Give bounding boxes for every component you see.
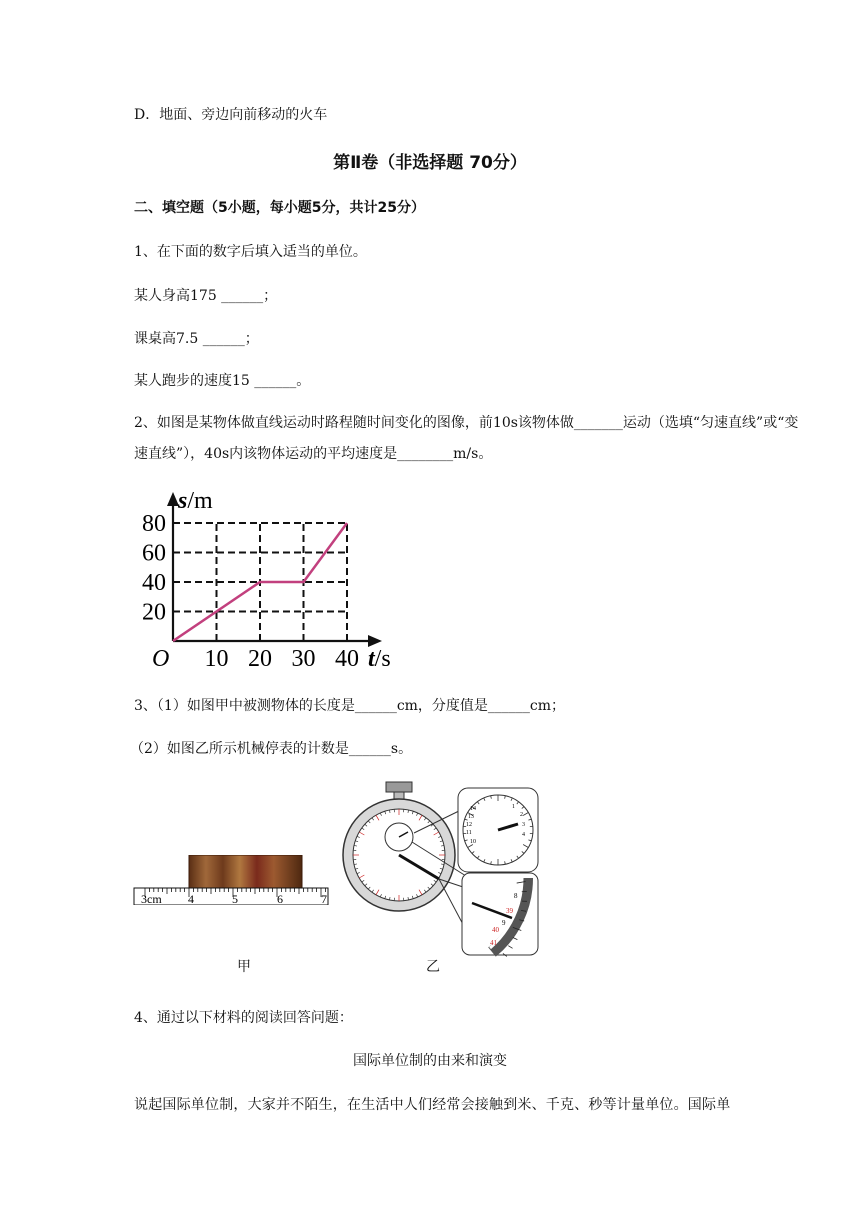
scale-label-8: 8 (514, 892, 518, 900)
q1-stem: 1、在下面的数字后填入适当的单位。 (134, 244, 367, 260)
x-axis-unit: /s (374, 646, 391, 672)
ruler-label-3: 3cm (141, 892, 162, 905)
zoom-dial-label-4: 4 (522, 832, 525, 838)
q3-part2: （2）如图乙所示机械停表的计数是______s。 (130, 741, 413, 757)
caption-yi: 乙 (426, 959, 440, 975)
zoom-dial-label-13: 13 (468, 814, 474, 820)
q4-stem: 4、通过以下材料的阅读回答问题： (134, 1010, 353, 1026)
measured-block (189, 855, 302, 888)
ruler-figure (132, 855, 332, 905)
q1-item-a: 某人身高175 ______； (134, 288, 278, 304)
ruler-label-5: 5 (232, 892, 238, 905)
x-tick-label: 20 (248, 646, 272, 672)
y-axis-unit: /m (187, 488, 213, 514)
zoom-dial-label-2: 2 (520, 812, 523, 818)
origin-label: O (152, 646, 170, 672)
zoom-dial-label-1: 1 (512, 804, 515, 810)
y-tick-label: 20 (142, 599, 166, 626)
zoom-dial-label-14: 14 (470, 806, 476, 812)
q1-item-c: 某人跑步的速度15 ______。 (134, 373, 311, 389)
y-axis-label (177, 488, 213, 514)
ruler-label-7: 7 (321, 892, 327, 905)
s-t-chart (132, 482, 412, 682)
ruler-label-4: 4 (188, 892, 194, 905)
y-axis-var: s (178, 488, 188, 514)
scale-label-39: 39 (506, 907, 513, 915)
article-title: 国际单位制的由来和演变 (353, 1053, 507, 1069)
y-tick-label: 80 (142, 511, 166, 537)
x-tick-label: 10 (204, 646, 229, 672)
zoom-dial-label-3: 3 (522, 822, 525, 828)
x-axis-label (368, 646, 391, 672)
q1-item-b: 课桌高7.5 ______； (134, 331, 259, 347)
x-axis-var: t (368, 646, 375, 672)
x-tick-label: 30 (291, 646, 316, 672)
stopwatch-figure (342, 778, 542, 958)
article-paragraph: 说起国际单位制，大家并不陌生，在生活中人们经常会接触到米、千克、秒等计量单位。国际单 (134, 1097, 731, 1113)
scale-label-41: 41 (490, 939, 497, 947)
part-title: 第Ⅱ卷（非选择题 70分） (333, 153, 527, 173)
q3-part1: 3、（1）如图甲中被测物体的长度是______cm，分度值是______cm； (134, 698, 566, 714)
zoom-dial-label-12: 12 (466, 822, 472, 828)
zoom-dial-label-11: 11 (466, 830, 472, 836)
section-title: 二、填空题（5小题，每小题5分，共计25分） (134, 200, 425, 216)
q2-stem: 2、如图是某物体做直线运动时路程随时间变化的图像，前10s该物体做_______运动（选填“匀速直线”或“变速直线”），40s内该物体运动的平均速度是________m/s。 (134, 415, 799, 462)
ruler-label-6: 6 (277, 892, 283, 905)
option-d: D．地面、旁边向前移动的火车 (134, 107, 328, 123)
x-tick-label: 40 (335, 646, 359, 672)
y-tick-label: 40 (142, 570, 166, 596)
y-tick-label: 60 (142, 540, 166, 567)
caption-jia: 甲 (237, 959, 251, 975)
zoom-dial-label-10: 10 (470, 839, 476, 845)
scale-label-40: 40 (492, 926, 499, 934)
scale-label-9: 9 (502, 919, 506, 927)
stopwatch-crown (386, 782, 412, 792)
